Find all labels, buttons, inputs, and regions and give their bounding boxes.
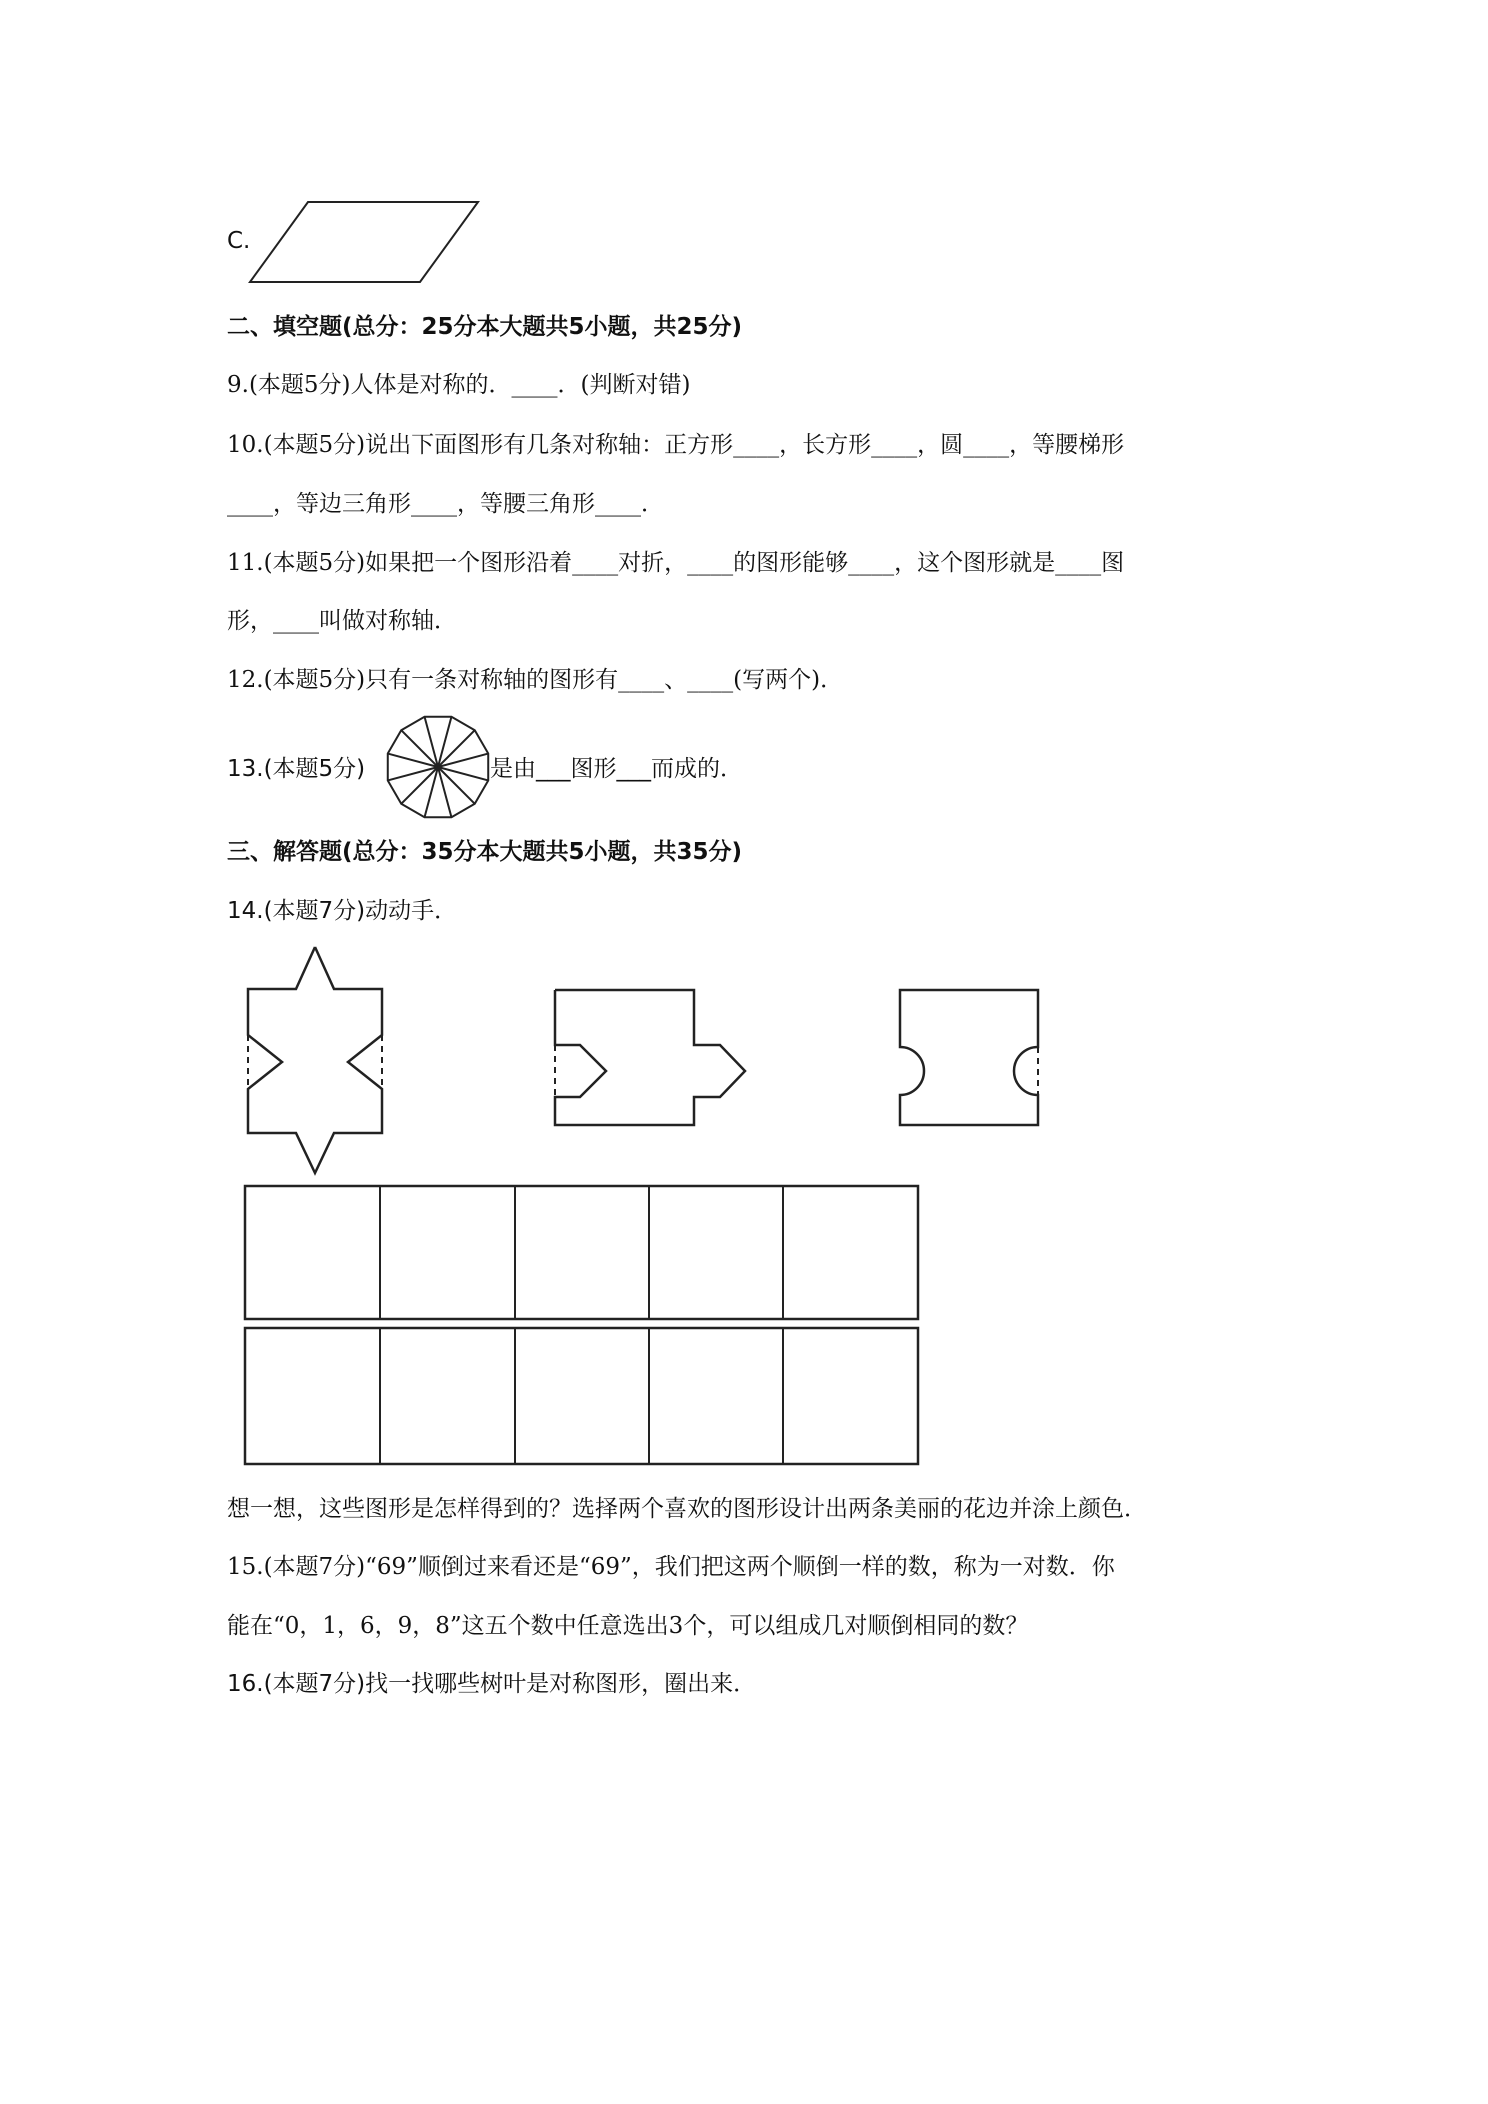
arrow-cutout-figure xyxy=(550,985,760,1135)
wheel-figure xyxy=(383,712,493,822)
grid-strip-top xyxy=(243,1184,923,1324)
section3-title: 三、解答题(总分：35分本大题共5小题，共35分) xyxy=(227,839,743,865)
q10-line1: 10.(本题5分)说出下面图形有几条对称轴：正方形____，长方形____，圆____，等腰梯形 xyxy=(227,432,1125,458)
q10-line2: ____，等边三角形____，等腰三角形____． xyxy=(227,491,664,517)
q15-line2: 能在“0，1，6，9，8”这五个数中任意选出3个，可以组成几对顺倒相同的数？ xyxy=(227,1613,1029,1639)
q13-prefix: 13.(本题5分) xyxy=(227,756,366,782)
q16-text: 16.(本题7分)找一找哪些树叶是对称图形，圈出来． xyxy=(227,1671,757,1697)
q11-line2: 形，____叫做对称轴． xyxy=(227,608,457,634)
semicircle-cutout-figure xyxy=(870,985,1050,1135)
q11-line1: 11.(本题5分)如果把一个图形沿着____对折，____的图形能够____，这个图形就是____图 xyxy=(227,550,1125,576)
option-c-label: C. xyxy=(227,228,251,254)
star-cutout-figure xyxy=(240,945,400,1175)
q14-followup: 想一想，这些图形是怎样得到的？选择两个喜欢的图形设计出两条美丽的花边并涂上颜色． xyxy=(227,1496,1147,1522)
q14-text: 14.(本题7分)动动手． xyxy=(227,898,458,924)
parallelogram-figure xyxy=(250,200,480,290)
q9-text: 9.(本题5分)人体是对称的．____．(判断对错) xyxy=(227,372,691,398)
grid-strip-bottom xyxy=(243,1326,923,1468)
q15-line1: 15.(本题7分)“69”顺倒过来看还是“69”，我们把这两个顺倒一样的数，称为一对数．你 xyxy=(227,1554,1115,1580)
q13-suffix: 是由___图形___而成的． xyxy=(490,756,743,782)
q12-text: 12.(本题5分)只有一条对称轴的图形有____、____(写两个)． xyxy=(227,667,844,693)
section2-title: 二、填空题(总分：25分本大题共5小题，共25分) xyxy=(227,314,743,340)
